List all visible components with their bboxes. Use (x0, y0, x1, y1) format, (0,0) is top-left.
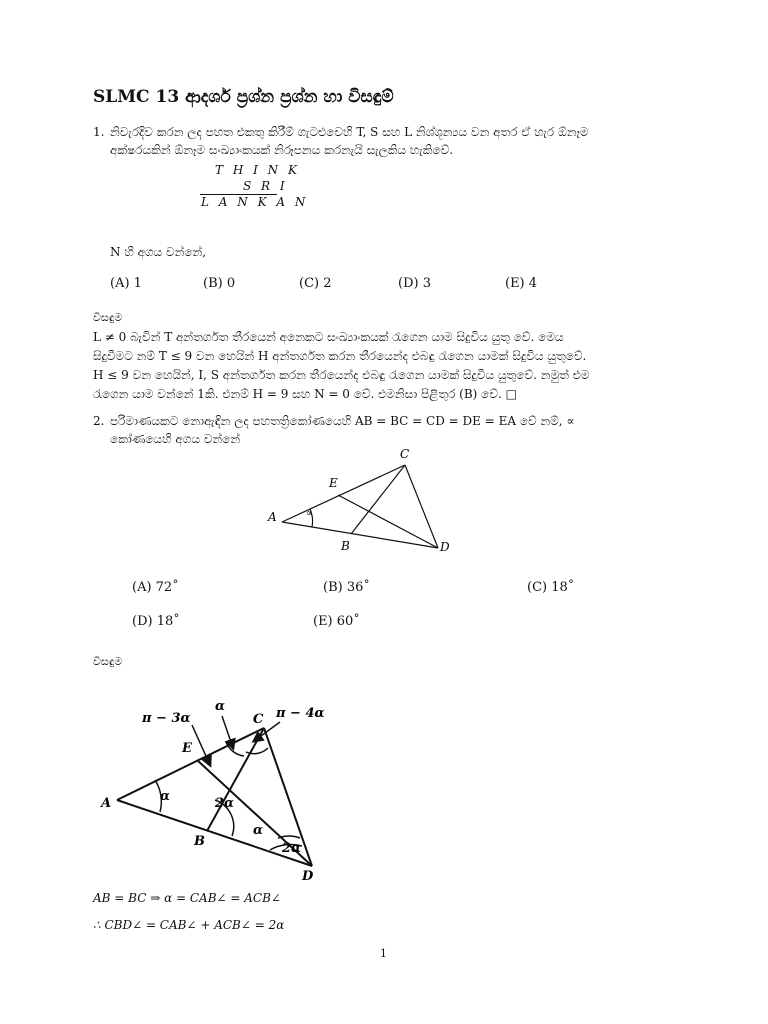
sol2-label-pi4a: π − 4α (276, 706, 325, 721)
arc-c (246, 748, 268, 754)
sol1-heading: විසඳුම (93, 311, 123, 324)
q2-label-d: D (440, 540, 450, 554)
q2-label-a: A (268, 510, 277, 524)
q1-option-e: (E) 4 (505, 276, 538, 291)
sol2-edge-ac (117, 728, 264, 800)
q2-option-b: (B) 36˚ (323, 580, 370, 595)
q2-option-e: (E) 60˚ (313, 614, 360, 629)
sol2-edge-bc (207, 728, 264, 831)
q1-line2: අක්ෂරයකින් ඕනෑම සංඛ්‍යාංකයක් නිරූපනය කරනැයි සැලකිය හැකිවේ. (110, 143, 454, 157)
q2-label-c: C (400, 447, 410, 461)
q1-option-a: (A) 1 (110, 276, 142, 291)
sol2-label-pi3a: π − 3α (142, 711, 191, 726)
q1-prompt: N හි අගය වන්නේ, (110, 245, 207, 259)
arc-d1 (278, 836, 300, 838)
page-title: SLMC 13 ආදර්ශ ප්‍රශ්න ප්‍රශ්න හා විසඳුම් (93, 87, 394, 107)
sol2-label-2alpha-b: 2α (215, 796, 235, 811)
sol2-equation-1: AB = BC ⇒ α = CAB∠ = ACB∠ (93, 891, 281, 905)
sol2-label-a: A (101, 796, 112, 811)
q1-number: 1. (93, 125, 105, 139)
page-number: 1 (380, 947, 387, 960)
q2-option-c: (C) 18˚ (527, 580, 575, 595)
q2-option-d: (D) 18˚ (132, 614, 180, 629)
sol2-heading: විසඳුම (93, 655, 123, 668)
q1-option-b: (B) 0 (203, 276, 236, 291)
q1-sum-lankan: L A N K A N (201, 195, 309, 209)
q2-line2: කෝණයෙහි අගය වන්නේ (110, 432, 241, 446)
sol1-line2: සිදුවීමට නම් T ≤ 9 වන හෙයින් H අන්තර්ගත කරන තීරයෙන්ද එබඳු රැගෙන යාමක් සිදුවිය යුතුවේ. (93, 349, 587, 363)
q1-option-c: (C) 2 (299, 276, 332, 291)
sol2-label-alpha-a: α (160, 789, 171, 804)
q2-option-a: (A) 72˚ (132, 580, 179, 595)
sol2-label-e: E (182, 741, 192, 756)
sol1-line4: රැගෙන යාම වන්නේ 1කි. එනම් H = 9 සහ N = 0 වේ. එමනිසා පිළිතුර (B) වේ. □ (93, 387, 517, 401)
q2-number: 2. (93, 414, 105, 428)
sol2-label-2alpha-d: 2α (282, 841, 302, 856)
sol2-label-d: D (302, 869, 314, 884)
sol2-label-c: C (253, 712, 264, 727)
q2-label-alpha: ∝ (306, 508, 313, 519)
sol2-label-b: B (194, 834, 205, 849)
sol1-line1: L ≠ 0 බැවින් T අන්තර්ගත තීරයෙන් අනෙකට සංඛ්‍යාංකයක් රැගෙන යාම සිදුවිය යුතු වේ. මෙය (93, 330, 564, 344)
q2-label-b: B (341, 539, 350, 553)
q2-label-e: E (329, 476, 338, 490)
arc-c2 (226, 742, 244, 756)
sol2-label-alpha-top: α (215, 699, 226, 714)
sol2-label-alpha-d: α (253, 823, 264, 838)
q1-addend-sri: S R I (243, 179, 288, 193)
sol1-line3: H ≤ 9 වන හෙයින්, I, S අන්තර්ගත කරන තීරයෙන්ද එබඳු රැගෙන යාමක් සිදුවිය යුතුවේ. නමුත් එම (93, 368, 590, 382)
q2-line1: පරිමාණයකට නොඇඳින ලද පහතත්‍රිකෝණයෙහි AB = BC = CD = DE = EA වේ නම්, ∝ (110, 414, 575, 428)
pointer-alpha-top (222, 716, 233, 748)
q1-addend-think: T H I N K (215, 163, 300, 177)
q1-line1: නිවැරදිව කරන ලද පහත එකතු කිරීම් ගැටළුවෙහි T, S සහ L නිශ්ශූන්‍යය වන අතර ඒ හැර ඕනෑම (110, 125, 589, 139)
q1-option-d: (D) 3 (398, 276, 431, 291)
sol2-equation-2: ∴ CBD∠ = CAB∠ + ACB∠ = 2α (93, 918, 285, 932)
